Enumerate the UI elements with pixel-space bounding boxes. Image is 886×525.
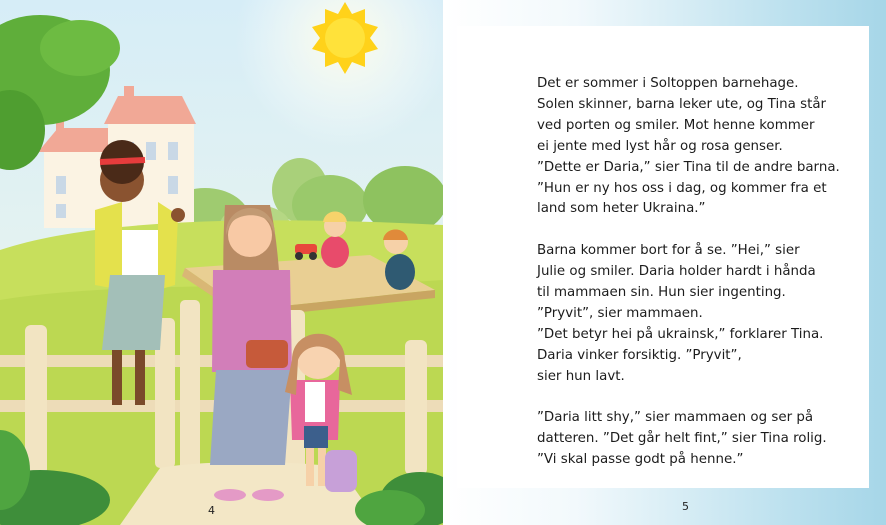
story-text: [537, 74, 840, 492]
text-line: ”Pryvit”, sier mammaen.: [537, 305, 703, 321]
text-line: ”Vi skal passe godt på henne.”: [537, 452, 744, 468]
text-line: ”Det betyr hei på ukrainsk,” forklarer Tina.: [537, 326, 824, 342]
text-line: Julie og smiler. Daria holder hardt i hånda: [537, 264, 816, 280]
page-number: 4: [208, 504, 215, 517]
paragraph-2: [537, 241, 837, 387]
paragraph-1: [537, 74, 840, 220]
page-number: 5: [682, 500, 689, 513]
paragraph-3: [537, 408, 837, 471]
text-line: ”Hun er ny hos oss i dag, og kommer fra et: [537, 180, 827, 196]
text-line: Det er sommer i Soltoppen barnehage.: [537, 76, 799, 91]
text-line: Solen skinner, barna leker ute, og Tina står: [537, 96, 827, 112]
text-line: til mammaen sin. Hun sier ingenting.: [537, 285, 786, 301]
text-line: ei jente med lyst hår og rosa genser.: [537, 138, 783, 154]
text-line: land som heter Ukraina.”: [537, 201, 706, 217]
text-line: ”Dette er Daria,” sier Tina til de andre barna.: [537, 159, 840, 175]
text-line: sier hun lavt.: [537, 368, 625, 384]
text-line: Daria vinker forsiktig. ”Pryvit”,: [537, 347, 742, 363]
text-line: datteren. ”Det går helt fint,” sier Tina rolig.: [537, 431, 827, 447]
text-line: Barna kommer bort for å se. ”Hei,” sier: [537, 243, 800, 259]
text-line: ”Daria litt shy,” sier mammaen og ser på: [537, 410, 814, 426]
right-page: [443, 0, 886, 525]
text-panel: [457, 26, 869, 513]
text-line: ved porten og smiler. Mot henne kommer: [537, 117, 815, 133]
